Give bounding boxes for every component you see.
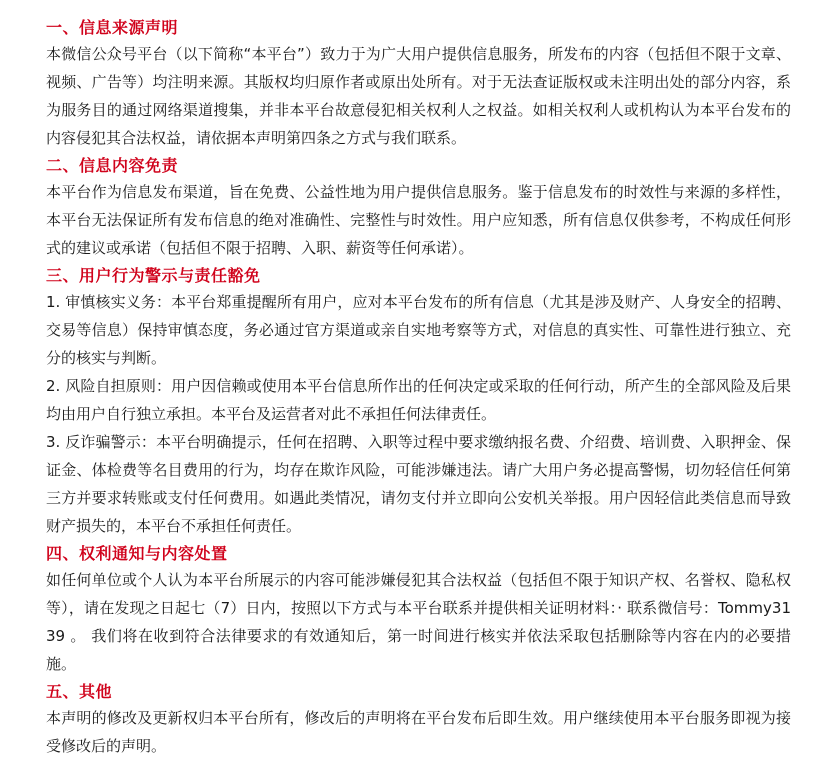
section-heading: 四、权利通知与内容处置	[46, 544, 228, 563]
section-heading: 五、其他	[46, 682, 113, 701]
section-paragraph: 本微信公众号平台（以下简称“本平台”）致力于为广大用户提供信息服务，所发布的内容（包括但不限于文章、视频、广告等）均注明来源。其版权均归原作者或原出处所有。对于无法查证版权或未注明出处的部分内容，系为服务目的通过网络渠道搜集，并非本平台故意侵犯相关权利人之权益。如相关权利人或机构认为本平台发布的内容侵犯其合法权益，请依据本声明第四条之方式与我们联系。	[46, 45, 791, 147]
section-heading: 三、用户行为警示与责任豁免	[46, 266, 261, 285]
section-rights-notice	[46, 542, 791, 678]
section-heading: 二、信息内容免责	[46, 156, 179, 175]
section-paragraph-anti-fraud: 3. 反诈骗警示：本平台明确提示，任何在招聘、入职等过程中要求缴纳报名费、介绍费、培训费、入职押金、保证金、体检费等名目费用的行为，均存在欺诈风险，可能涉嫌违法。请广大用户务必提高警惕，切勿轻信任何第三方并要求转账或支付任何费用。如遇此类情况，请勿支付并立即向公安机关举报。用户因轻信此类信息而导致财产损失的，本平台不承担任何责任。	[46, 433, 791, 535]
section-paragraph-risk: 2. 风险自担原则：用户因信赖或使用本平台信息所作出的任何决定或采取的任何行动，所产生的全部风险及后果均由用户自行独立承担。本平台及运营者对此不承担任何法律责任。	[46, 377, 791, 423]
section-other	[46, 680, 791, 760]
section-user-warning	[46, 264, 791, 540]
section-paragraph-verify: 1. 审慎核实义务：本平台郑重提醒所有用户，应对本平台发布的所有信息（尤其是涉及财产、人身安全的招聘、交易等信息）保持审慎态度，务必通过官方渠道或亲自实地考察等方式，对信息的真实性、可靠性进行独立、充分的核实与判断。	[46, 293, 791, 367]
section-content-disclaimer	[46, 154, 791, 262]
section-paragraph: 本平台作为信息发布渠道，旨在免费、公益性地为用户提供信息服务。鉴于信息发布的时效性与来源的多样性，本平台无法保证所有发布信息的绝对准确性、完整性与时效性。用户应知悉，所有信息仅供参考，不构成任何形式的建议或承诺（包括但不限于招聘、入职、薪资等任何承诺）。	[46, 183, 791, 257]
section-heading: 一、信息来源声明	[46, 18, 179, 37]
section-paragraph: 本声明的修改及更新权归本平台所有，修改后的声明将在平台发布后即生效。用户继续使用本平台服务即视为接受修改后的声明。	[46, 709, 791, 755]
section-source-statement	[46, 16, 791, 152]
section-paragraph: 如任何单位或个人认为本平台所展示的内容可能涉嫌侵犯其合法权益（包括但不限于知识产权、名誉权、隐私权等），请在发现之日起七（7）日内，按照以下方式与本平台联系并提供相关证明材料：· 联系微信号：Tommy3139 。 我们将在收到符合法律要求的有效通知后，第一时间进行核实并依法采取包括删除等内容在内的必要措施。	[46, 571, 791, 673]
